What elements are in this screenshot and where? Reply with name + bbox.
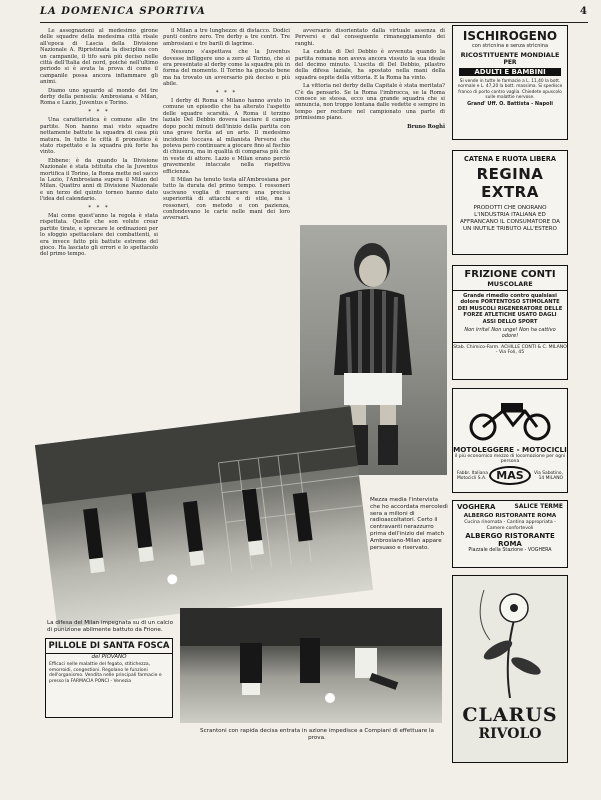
ad-regina-extra [452,150,568,255]
ad-title: MOTOLEGGERE - MOTOCICLI [453,445,567,454]
ad-footer: Stab. Chimico-Farm. ACHILLE CONTI & C. MILANO - Via Foli, 45 [453,342,567,355]
ad-line: ALBERGO RISTORANTE ROMA [465,532,555,549]
caption-tackle-photo: Scrantoni con rapida decisa entrata in azione impedisce a Compiani di effettuare la prova. [200,728,434,741]
paragraph: La caduta di Del Debbio è avvenuta quando la partita romana non aveva ancora vissuto la sua ideale del decimo minuto. L'uscita di Del Debbio, pilastro della difesa laziale, ha spostato nella mani della squadra ospite della vittoria. E la Roma ha vinto. [295,49,445,81]
article-column-1 [40,28,158,418]
tackle-scene [180,608,442,723]
ad-body: Efficaci nelle malattie del fegato, stitichezza, emorroidi, congestioni. Regolano le funzioni dell'organismo. Vendita nelle principali farmacie e presso la FARMACIA PONCI - Venezia [49,662,162,684]
paragraph: I derby di Roma e Milano hanno avuto in comune un episodio che ha alterato l'aspetto delle squadre scarsità. A Roma il terzino laziale Del Debbio doveva lasciare il campo dopo pochi minuti dell'inizio della partita con una grave ferita ad un arto. Il medesimo incidente toccava al milanista Perversi che poteva però continuare a giocare fino al fischio di chiusura, ma in qualità di comparsa più che in veste di attore. Lazio e Milan erano perciò gravemente intaccate nella rispettiva efficienza. [163,98,290,175]
ad-subtitle: il più economico mezzo di locomozione per ogni persona [454,454,566,464]
flower-icon [454,580,566,700]
ad-banner: ADULTI E BAMBINI [459,68,561,76]
paragraph: Diamo uno sguardo al mondo dei tre derby della penisola: Ambrosiana e Milan, Roma e Lazio, Juventus e Torino. [40,87,158,107]
ad-title: CLARUS [462,704,558,726]
caption-portrait: Mezza media l'intervista che ho accordata mercoledì sera a milioni di radioascoltatori. Certo il centravanti nerazzurro prima dell'inizio del match Ambrosiano-Milan appare persuaso e riservato. [370,497,448,551]
ad-footer: Grand' Uff. O. Battista - Napoli [467,101,553,108]
ad-tag: Non irrita! Non unge! Non ha cattivo odore! [464,327,556,340]
ad-line: con stricnina e senza stricnina [471,43,549,49]
ad-motoleggere [452,388,568,493]
paragraph: Mai come quest'anno la regola è stata rispettata. Quelle che son volute crear partite tirate, e sprecare le ordinazioni per lo sfoggio spettacolare dei combattenti, si era invece fatto più battute estreme del gioco. Ha lasciato gli errori e lo spettacolo del primo tempo. [40,212,158,258]
ad-body: Si vende in tutte le farmacie a L. 11,40 la bott. normale e L. 47,20 la bott. massima. Si spedisce franco di porto contro vaglia. Chiedete opuscolo sulle malattie nervose. [457,79,563,100]
ad-clarus [452,575,568,763]
ad-body: Grande rimedio contro qualsiasi dolore PORTENTOSO STIMOLANTE DEI MUSCOLI RIGENERATORE DELLE FORZE ATLETICHE USATO DAGLI ASSI DELLO SPORT [457,293,563,325]
ad-address: Via Sabotino, 14 MILANO [534,470,563,481]
goal-scene [35,406,373,628]
divider-stars: * * * [215,89,238,96]
paragraph: il Milan a tre lunghezze di distacco. Dodici punti contro zero. Tre derby a tre centri. Tre ambrosiani e tre barili di lagrime. [163,28,290,47]
paragraph: La vittoria nel derby della Capitale è stata meritata? C'è da pensarlo. Se la Roma l'imbrocca, se la Roma conosce se stessa, ecco una grande squadra che si annuncia, non troppo lontana dalle vedette e sempre in tempo per recitare nel campionato una parte di primissimo piano. [295,83,445,122]
article-column-2 [163,28,290,393]
page-number: 4 [580,6,588,17]
ad-footer: Piazzale della Stazione - VOGHERA [468,548,552,554]
paragraph: avversario disorientato dalla virtuale assenza di Perversi e dal conseguente rimaneggiamento dei ranghi. [295,28,445,47]
ad-voghera [452,500,568,568]
ad-title: ISCHIROGENO [462,29,558,43]
ad-title: REGINA EXTRA [476,165,544,201]
article-column-3 [295,28,445,228]
paragraph: Le assegnazioni al medesimo girone delle squadre della medesima città risale all'epoca di Lascia della Divisione Nazionale A. Ripristinata la disciplina con un campanile, il tifo sarà più deciso nelle città dell'Italia del nord, poiché nell'ultimo periodo si è avuta la prova di come il campanile possa ancora infiammare gli animi. [40,28,158,86]
ad-line: RICOSTITUENTE MONDIALE [460,51,560,59]
ad-body: PRODOTTI CHE ONORANO L'INDUSTRIA ITALIANA ED AFFRANCANO IL CONSUMATORE DA UN INUTILE TRIBUTO ALL'ESTERO [460,205,560,232]
ad-ischirogeno [452,25,568,140]
ad-title: VOGHERA [457,503,496,511]
motorcycle-icon [465,393,555,441]
caption-goal-photo: La difesa del Milan impegnata su di un calcio di punizione abilmente battuto da Frione. [47,620,173,633]
ad-title: FRIZIONE CONTI [464,269,556,280]
author-signature: Bruno Roghi [407,123,445,130]
ad-frizione-conti [452,265,568,380]
paragraph: Il Milan ha tenuto testa all'Ambrosiana per tutto la durata del primo tempo. I rossoneri uscivano voglia di marcare una precisa superiorità di attacchi e di stile, ma i rossoneri, con metodo e con pazienza, confondevano le carte nelle mani dei loro avversari. [163,176,290,222]
divider-stars: * * * [88,204,110,211]
paragraph: Una caratteristica è comune alle tre partite. Non hanno mai visto squadre nettamente battute la squadra di casa più matura. In tutte le città il pronostico è stato rispettato e la squadra più forte ha vinto. [40,117,158,156]
magazine-title: LA DOMENICA SPORTIVA [40,6,206,17]
ad-line: PER [503,59,517,66]
ad-subtitle: SALICE TERME [514,503,563,510]
paragraph: Nessuno s'aspettava che la Juventus dovesse infliggere uno a zero al Torino, che si era presentato al derby come la squadra più in forma del momento. Il Torino ha giocato bene ma ha trovato un avversario più deciso e più abile. [163,49,290,88]
ad-body: Cucina rinomata - Cantina appropriata - Camere confortevoli [464,520,556,531]
match-photo-goal [35,406,373,628]
ad-line: ALBERGO RISTORANTE ROMA [463,513,557,519]
ad-subtitle: MUSCOLARE [453,280,567,291]
ad-top: CATENA E RUOTA LIBERA [464,155,556,163]
paragraph: Ebbene: è da quando la Divisione Nazionale è stata istituita che la Juventus mortifica il Torino, la Roma mette nel sacco la Lazio, l'Ambrosiana supera il Milan del Milan. Quattro anni di Divisione Nazionale e un terzo del quinto torneo hanno dato l'idea del calendario. [40,157,158,203]
ad-title: PILLOLE DI SANTA FOSCA [46,639,172,654]
ad-maker: Fabbr. Italiana Motocicli S.A. [457,470,488,481]
page-header [40,6,588,23]
match-photo-tackle [180,608,442,723]
divider-stars: * * * [88,108,110,115]
ad-subtitle: del PIOVANO [91,654,127,660]
ad-pillole-santa-fosca [45,638,173,718]
ad-subtitle: RIVOLO [478,726,542,742]
brand-logo: MAS [489,466,530,485]
